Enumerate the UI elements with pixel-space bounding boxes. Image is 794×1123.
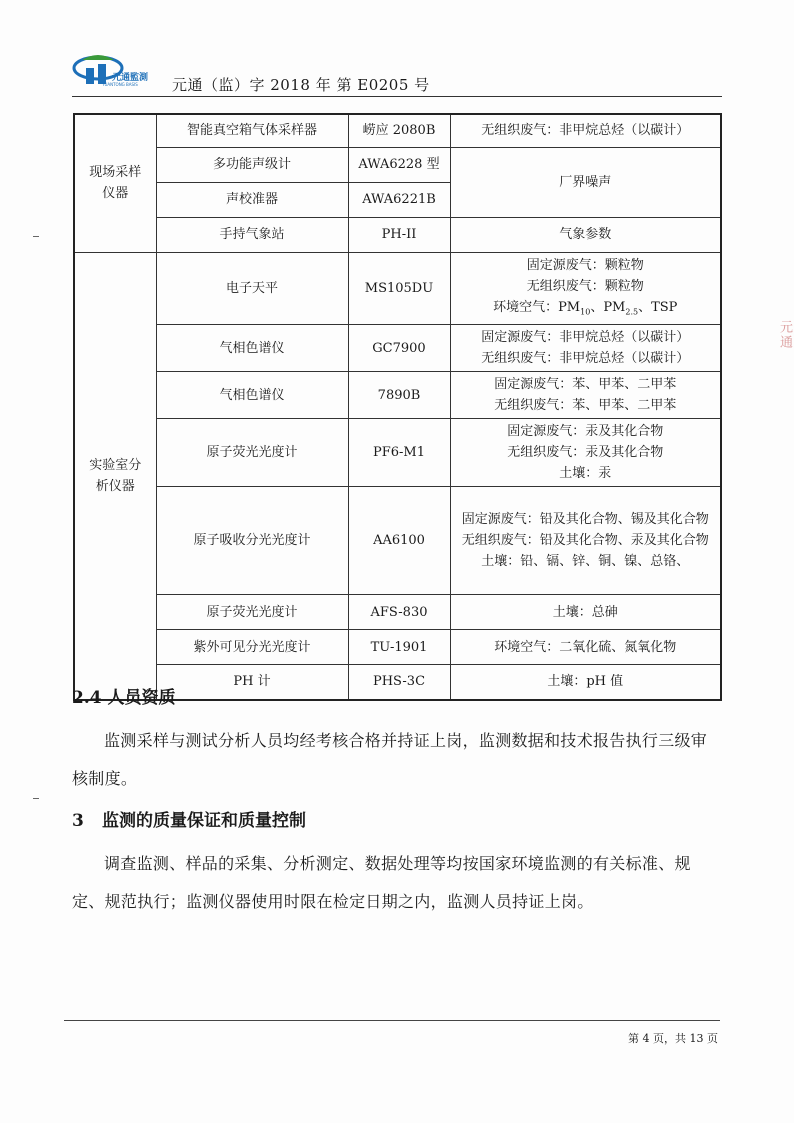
instrument-name: 声校准器 xyxy=(156,182,348,217)
section-heading-3 xyxy=(72,806,306,831)
instrument-name: PH 计 xyxy=(156,665,348,700)
test-item: 无组织废气：颗粒物 xyxy=(526,278,644,294)
section-2-4-body: 监测采样与测试分析人员均经考核合格并持证上岗，监测数据和技术报告执行三级审核制度。 xyxy=(72,731,708,788)
instrument-name: 电子天平 xyxy=(156,252,348,325)
table-row xyxy=(74,372,721,419)
test-item: 固定源废气：非甲烷总烃（以碳计） xyxy=(481,330,690,346)
seal-edge: 元通 xyxy=(777,320,792,350)
test-item: 无组织废气：非甲烷总烃（以碳计） xyxy=(481,351,690,367)
test-items: 气象参数 xyxy=(450,217,721,252)
page-header xyxy=(72,50,722,96)
test-items xyxy=(450,325,721,372)
instrument-model: PHS-3C xyxy=(348,665,450,700)
test-items: 无组织废气：非甲烷总烃（以碳计） xyxy=(450,114,721,147)
test-item-pm: 环境空气：$PM_{10}$、$PM_{2.5}$、TSP xyxy=(493,299,678,317)
footer-divider xyxy=(64,1020,720,1021)
test-item: 固定源废气：铅及其化合物、锡及其化合物 xyxy=(461,512,709,528)
instrument-name: 手持气象站 xyxy=(156,217,348,252)
instrument-model: AWA6228 型 xyxy=(348,147,450,182)
test-item: 土壤：汞 xyxy=(559,466,612,482)
test-items xyxy=(450,372,721,419)
equipment-table xyxy=(73,113,722,701)
instrument-name: 原子吸收分光光度计 xyxy=(156,487,348,595)
test-items xyxy=(450,252,721,325)
test-items: 土壤：总砷 xyxy=(450,595,721,630)
margin-mark xyxy=(33,798,39,799)
instrument-model: 7890B xyxy=(348,372,450,419)
test-item: 无组织废气：铅及其化合物、汞及其化合物 xyxy=(461,533,709,549)
test-item: 固定源废气：苯、甲苯、二甲苯 xyxy=(494,377,677,393)
table-row xyxy=(74,252,721,325)
margin-mark xyxy=(33,236,39,237)
logo-text: 元通監測 xyxy=(112,73,149,83)
instrument-model: TU-1901 xyxy=(348,630,450,665)
test-item: 土壤：铅、镉、锌、铜、镍、总铬、 xyxy=(481,554,690,570)
test-item: 无组织废气：苯、甲苯、二甲苯 xyxy=(494,398,677,414)
test-items: 环境空气：二氧化硫、氮氧化物 xyxy=(450,630,721,665)
instrument-model: 崂应 2080B xyxy=(348,114,450,147)
section-3-body: 调查监测、样品的采集、分析测定、数据处理等均按国家环境监测的有关标准、规定、规范执行；监测仪器使用时限在检定日期之内，监测人员持证上岗。 xyxy=(72,854,691,911)
test-items xyxy=(450,419,721,487)
section-heading-2-4: 2.4 人员资质 xyxy=(72,688,176,708)
instrument-name: 原子荧光光度计 xyxy=(156,419,348,487)
test-items: 土壤：pH 值 xyxy=(450,665,721,700)
table-row xyxy=(74,595,721,630)
test-item: 固定源废气：汞及其化合物 xyxy=(507,424,664,440)
instrument-model: AA6100 xyxy=(348,487,450,595)
instrument-model: PF6-M1 xyxy=(348,419,450,487)
instrument-name: 原子荧光光度计 xyxy=(156,595,348,630)
table-row xyxy=(74,630,721,665)
instrument-name: 气相色谱仪 xyxy=(156,372,348,419)
instrument-name: 智能真空箱气体采样器 xyxy=(156,114,348,147)
report-number: 元通（监）字 2018 年 第 E0205 号 xyxy=(172,76,430,94)
instrument-model: MS105DU xyxy=(348,252,450,325)
test-item: 固定源废气：颗粒物 xyxy=(526,257,644,273)
table-row xyxy=(74,114,721,147)
test-items xyxy=(450,487,721,595)
group-label: 实验室分析仪器 xyxy=(74,252,156,700)
group-label: 现场采样仪器 xyxy=(74,114,156,252)
test-item: 无组织废气：汞及其化合物 xyxy=(507,445,664,461)
instrument-name: 气相色谱仪 xyxy=(156,325,348,372)
header-divider xyxy=(72,96,722,97)
instrument-model: GC7900 xyxy=(348,325,450,372)
test-items: 厂界噪声 xyxy=(450,147,721,217)
section-title: 监测的质量保证和质量控制 xyxy=(102,811,306,831)
page-number: 第 4 页，共 13 页 xyxy=(628,1032,718,1045)
table-row xyxy=(74,147,721,182)
instrument-name: 多功能声级计 xyxy=(156,147,348,182)
section-number: 3 xyxy=(72,811,84,831)
instrument-model: AWA6221B xyxy=(348,182,450,217)
instrument-model: PH-II xyxy=(348,217,450,252)
instrument-model: AFS-830 xyxy=(348,595,450,630)
table-row xyxy=(74,217,721,252)
table-row xyxy=(74,325,721,372)
logo-subtext: YUANTONG BASIS xyxy=(102,82,138,87)
table-row xyxy=(74,419,721,487)
table-row xyxy=(74,487,721,595)
instrument-name: 紫外可见分光光度计 xyxy=(156,630,348,665)
